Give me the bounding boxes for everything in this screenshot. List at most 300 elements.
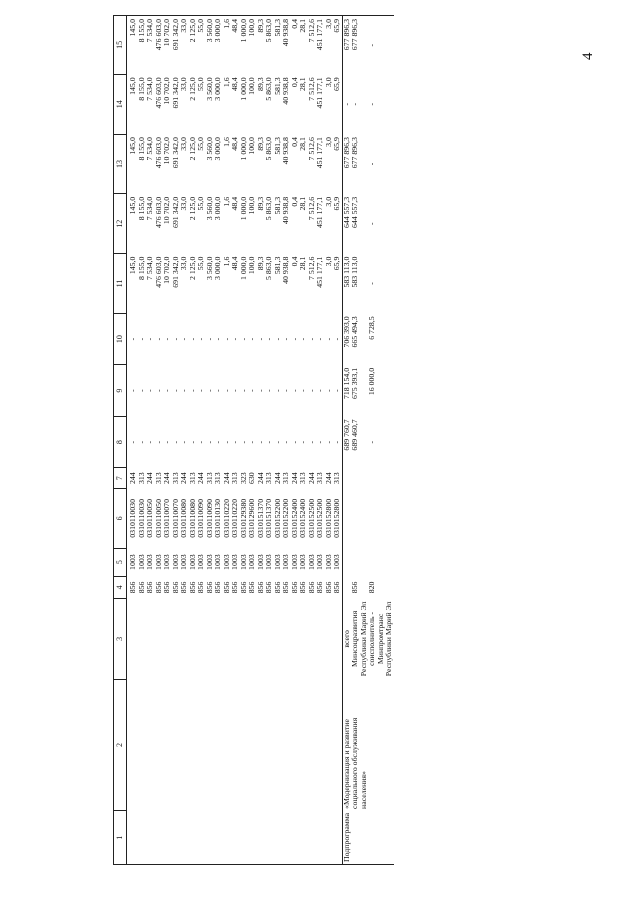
cell-c8: -: [255, 440, 265, 444]
cell-col1: [333, 811, 342, 865]
cell-c6: 0310110050: [145, 499, 154, 538]
cell-c6: 0310110220: [221, 499, 231, 538]
cell-col3: [189, 599, 198, 679]
cell-c8: -: [264, 440, 273, 444]
cell-c9: -: [281, 389, 290, 392]
coexecutor-c8: -: [367, 440, 376, 444]
cell-c9: -: [230, 389, 239, 392]
cell-c11: 581,3: [272, 256, 282, 275]
cell-c7: 313: [136, 472, 146, 485]
cell-col1: [206, 811, 215, 865]
cell-c6: 0310152400: [298, 498, 307, 538]
cell-col2: [291, 679, 300, 811]
ministry-c9: 675 393,1: [350, 367, 359, 400]
cell-c12: 1 000,0: [238, 196, 248, 221]
cell-c5: 1003: [306, 554, 316, 570]
cell-c14: 33,0: [179, 77, 188, 91]
budget-table: [113, 15, 394, 865]
cell-c15: 145,0: [127, 16, 138, 75]
cell-c15: 3 560,0: [206, 16, 215, 75]
cell-c10: -: [255, 337, 265, 341]
cell-c12: 5 863,0: [264, 196, 273, 221]
ministry-c8: 689 460,7: [350, 419, 359, 451]
cell-c13: 3,0: [323, 137, 333, 147]
cell-c4: 856: [196, 581, 205, 594]
cell-c15: 8 155,0: [138, 16, 147, 75]
cell-c13: 581,3: [272, 137, 282, 155]
cell-col1: [180, 811, 189, 865]
page-number: 4: [580, 52, 596, 60]
table-row: [333, 16, 342, 865]
table-body: [127, 16, 394, 865]
cell-c8: -: [247, 440, 256, 444]
cell-c11: 48,4: [230, 256, 239, 271]
coexecutor-c6: [368, 488, 394, 548]
cell-c15: 581,3: [274, 16, 283, 75]
cell-c13: 10 702,0: [162, 137, 171, 165]
cell-col2: [274, 679, 283, 811]
cell-c8: -: [145, 440, 154, 444]
cell-c13: 7 512,6: [306, 137, 316, 161]
cell-c7: 244: [272, 472, 282, 485]
cell-c13: 0,4: [289, 137, 299, 147]
cell-col1: [274, 811, 283, 865]
cell-c13: 8 155,0: [136, 137, 146, 161]
cell-col2: [223, 679, 232, 811]
coexecutor-c7: [368, 468, 394, 489]
cell-c14: 8 155,0: [136, 77, 146, 101]
cell-c14: 145,0: [128, 77, 137, 95]
cell-c9: -: [332, 389, 341, 392]
cell-col1: [127, 811, 138, 865]
cell-c10: -: [136, 337, 146, 341]
cell-c7: 630: [247, 472, 256, 485]
cell-c12: 55,0: [196, 196, 205, 211]
cell-col2: [265, 679, 274, 811]
total-c5: [342, 548, 351, 576]
cell-c5: 1003: [204, 554, 214, 570]
cell-c5: 1003: [128, 554, 137, 570]
ministry-c10: 665 494,3: [350, 316, 359, 348]
cell-c9: -: [306, 389, 316, 392]
cell-c10: -: [170, 337, 180, 341]
coexecutor-c13: -: [367, 162, 376, 166]
cell-c10: -: [153, 337, 163, 341]
cell-c9: -: [323, 389, 333, 392]
cell-c10: -: [264, 337, 273, 341]
cell-c8: -: [306, 440, 316, 444]
cell-c13: 145,0: [128, 137, 137, 155]
cell-c9: -: [153, 389, 163, 392]
cell-c11: 2 125,0: [187, 256, 197, 280]
ministry-c7: [351, 468, 368, 489]
cell-c15: 7 512,6: [308, 16, 317, 75]
cell-c8: -: [238, 440, 248, 444]
column-header-5: 5: [114, 548, 127, 576]
cell-c12: 0,4: [289, 196, 299, 207]
cell-c13: 1 000,0: [238, 137, 248, 161]
cell-c8: -: [230, 440, 239, 444]
cell-c13: 7 534,0: [145, 137, 154, 161]
cell-c8: -: [187, 440, 197, 444]
total-label: всего: [342, 599, 351, 679]
cell-c14: 1 000,0: [238, 77, 248, 101]
cell-c4: 856: [332, 581, 341, 594]
cell-c10: -: [230, 337, 239, 341]
cell-c5: 1003: [170, 554, 180, 570]
cell-c5: 1003: [298, 554, 307, 570]
cell-c8: -: [196, 440, 205, 444]
cell-col1: [316, 811, 325, 865]
cell-c11: 8 155,0: [136, 256, 146, 280]
cell-c13: 1,6: [221, 137, 231, 147]
cell-c10: -: [306, 337, 316, 341]
cell-c13: 28,1: [298, 137, 307, 151]
ministry-c13: 677 896,3: [350, 137, 359, 169]
cell-c13: 48,4: [230, 137, 239, 151]
cell-c9: -: [247, 389, 256, 392]
cell-c9: -: [162, 389, 171, 392]
cell-c15: 7 534,0: [146, 16, 155, 75]
cell-c4: 856: [213, 581, 222, 594]
cell-c5: 1003: [196, 554, 205, 570]
cell-c6: 0310152400: [289, 498, 299, 538]
cell-c4: 856: [128, 581, 137, 594]
cell-c4: 856: [136, 581, 146, 594]
ministry-c12: 644 557,3: [350, 196, 359, 229]
cell-col2: [240, 679, 249, 811]
cell-col3: [223, 599, 232, 679]
cell-col3: [197, 599, 206, 679]
cell-c12: 48,4: [230, 196, 239, 211]
cell-c10: -: [332, 337, 341, 341]
cell-c8: -: [162, 440, 171, 444]
cell-c5: 1003: [281, 554, 290, 570]
cell-c13: 3 560,0: [204, 137, 214, 161]
cell-c11: 40 938,8: [281, 256, 290, 284]
cell-c4: 856: [298, 581, 307, 594]
cell-c7: 244: [221, 472, 231, 485]
cell-c13: 40 938,8: [281, 137, 290, 165]
cell-c11: 55,0: [196, 256, 205, 271]
cell-c9: -: [187, 389, 197, 392]
cell-c13: 100,0: [247, 137, 256, 155]
cell-col3: [127, 599, 138, 679]
cell-c5: 1003: [255, 554, 265, 570]
cell-c10: -: [315, 337, 324, 341]
column-header-11: 11: [114, 254, 127, 314]
cell-c7: 244: [289, 472, 299, 485]
cell-c4: 856: [145, 581, 154, 594]
cell-c7: 244: [196, 472, 205, 485]
coexecutor-c14: -: [367, 102, 376, 106]
cell-col2: [189, 679, 198, 811]
cell-c14: 48,4: [230, 77, 239, 91]
coexecutor-c15: -: [368, 16, 394, 75]
cell-c11: 451 177,1: [315, 256, 324, 288]
cell-c6: 0310129380: [238, 498, 248, 538]
cell-c9: -: [128, 389, 137, 392]
cell-col2: [333, 679, 342, 811]
cell-c5: 1003: [289, 554, 299, 570]
cell-c5: 1003: [136, 554, 146, 570]
cell-c8: -: [298, 440, 307, 444]
cell-c15: 5 863,0: [265, 16, 274, 75]
cell-c5: 1003: [323, 554, 333, 570]
cell-c11: 28,1: [298, 256, 307, 271]
cell-c13: 476 603,0: [153, 137, 163, 169]
cell-col2: [308, 679, 317, 811]
cell-c12: 3,0: [323, 196, 333, 207]
cell-c4: 856: [315, 581, 324, 594]
cell-c13: 451 177,1: [315, 137, 324, 169]
cell-col1: [248, 811, 257, 865]
cell-c5: 1003: [187, 554, 197, 570]
rotated-page-content: [113, 15, 533, 865]
cell-c4: 856: [153, 581, 163, 594]
cell-c7: 244: [128, 472, 137, 485]
cell-c11: 33,0: [179, 256, 188, 271]
cell-c15: 0,4: [291, 16, 300, 75]
cell-c12: 476 603,0: [153, 196, 163, 229]
subprogram-label: Подпрограмма: [342, 811, 394, 865]
cell-c12: 451 177,1: [315, 196, 324, 229]
cell-c4: 856: [187, 581, 197, 594]
cell-c9: -: [315, 389, 324, 392]
cell-c4: 856: [255, 581, 265, 594]
cell-c5: 1003: [238, 554, 248, 570]
cell-col2: [325, 679, 334, 811]
cell-col3: [180, 599, 189, 679]
cell-c7: 313: [298, 472, 307, 485]
column-header-2: 2: [114, 679, 127, 811]
cell-c15: 1 000,0: [240, 16, 249, 75]
cell-c14: 89,3: [255, 77, 265, 91]
cell-c10: -: [289, 337, 299, 341]
cell-col3: [282, 599, 291, 679]
cell-col3: [172, 599, 181, 679]
cell-c14: 28,1: [298, 77, 307, 91]
cell-c10: -: [145, 337, 154, 341]
cell-col3: [316, 599, 325, 679]
total-c8: 689 760,7: [342, 416, 351, 468]
cell-c11: 7 534,0: [145, 256, 154, 280]
cell-c13: 691 342,0: [170, 137, 180, 169]
cell-col2: [206, 679, 215, 811]
cell-c12: 10 702,0: [162, 196, 171, 225]
table-row: [127, 16, 138, 865]
cell-c12: 8 155,0: [136, 196, 146, 221]
cell-c14: 10 702,0: [162, 77, 171, 105]
ministry-c11: 583 113,0: [350, 256, 359, 288]
coexecutor-c10: 6 728,5: [367, 316, 376, 340]
cell-c15: 451 177,1: [316, 16, 325, 75]
cell-col3: [163, 599, 172, 679]
cell-c8: -: [281, 440, 290, 444]
cell-c12: 3 000,0: [213, 196, 222, 221]
cell-c6: 0310129600: [247, 498, 256, 538]
total-c9: 718 154,0: [342, 365, 351, 417]
cell-c8: -: [179, 440, 188, 444]
cell-c10: -: [323, 337, 333, 341]
ministry-c15: 677 896,3: [351, 16, 368, 75]
column-header-4: 4: [114, 576, 127, 599]
cell-c15: 33,0: [180, 16, 189, 75]
cell-c6: 0310152500: [306, 498, 316, 538]
cell-c5: 1003: [153, 554, 163, 570]
cell-c9: -: [136, 389, 146, 392]
cell-c14: 7 512,6: [306, 77, 316, 101]
cell-col2: [138, 679, 147, 811]
coexecutor-c4: 820: [367, 581, 376, 594]
cell-c11: 5 863,0: [264, 256, 273, 280]
cell-col1: [189, 811, 198, 865]
cell-col3: [240, 599, 249, 679]
cell-c7: 244: [145, 472, 154, 485]
cell-col1: [223, 811, 232, 865]
cell-c7: 313: [281, 472, 290, 485]
cell-c14: 40 938,8: [281, 77, 290, 105]
cell-c5: 1003: [213, 554, 222, 570]
cell-c7: 244: [179, 472, 188, 485]
total-c13: 677 896,3: [342, 134, 351, 194]
cell-c7: 244: [306, 472, 316, 485]
cell-c9: -: [264, 389, 273, 392]
cell-c5: 1003: [179, 554, 188, 570]
coexecutor-c12: -: [367, 222, 376, 226]
cell-c6: 0310110070: [170, 499, 180, 538]
cell-c5: 1003: [230, 554, 239, 570]
cell-c6: 0310110030: [128, 499, 137, 538]
column-header-6: 6: [114, 488, 127, 548]
cell-col2: [214, 679, 223, 811]
cell-c6: 0310110090: [204, 499, 214, 538]
cell-c5: 1003: [145, 554, 154, 570]
cell-col3: [325, 599, 334, 679]
column-header-10: 10: [114, 313, 127, 365]
cell-c7: 313: [264, 472, 273, 485]
cell-c15: 691 342,0: [172, 16, 181, 75]
total-c6: [342, 488, 351, 548]
cell-col3: [333, 599, 342, 679]
cell-c13: 2 125,0: [187, 137, 197, 161]
cell-c11: 3 000,0: [213, 256, 222, 280]
cell-col1: [146, 811, 155, 865]
cell-c14: 5 863,0: [264, 77, 273, 101]
column-header-12: 12: [114, 194, 127, 254]
cell-c11: 65,9: [332, 256, 341, 271]
cell-col2: [248, 679, 257, 811]
cell-col1: [172, 811, 181, 865]
cell-c6: 0310152200: [281, 498, 290, 538]
column-header-14: 14: [114, 74, 127, 134]
column-number-header-row: [114, 16, 127, 865]
cell-col1: [214, 811, 223, 865]
cell-c15: 1,6: [223, 16, 232, 75]
cell-c7: 313: [153, 472, 163, 485]
cell-c12: 65,9: [332, 196, 341, 211]
cell-c14: 100,0: [247, 77, 256, 95]
cell-c7: 244: [323, 472, 333, 485]
cell-col2: [163, 679, 172, 811]
cell-col3: [299, 599, 308, 679]
total-c14: -: [342, 74, 351, 134]
ministry-c14: -: [350, 102, 359, 106]
cell-c8: -: [204, 440, 214, 444]
cell-c4: 856: [247, 581, 256, 594]
cell-c4: 856: [230, 581, 239, 594]
cell-c9: -: [272, 389, 282, 392]
cell-c11: 3 560,0: [204, 256, 214, 280]
total-c11: 583 113,0: [342, 254, 351, 314]
cell-c12: 145,0: [128, 196, 137, 215]
cell-col2: [316, 679, 325, 811]
cell-c6: 0310110130: [213, 499, 222, 538]
cell-col1: [291, 811, 300, 865]
cell-col1: [257, 811, 266, 865]
cell-c4: 856: [323, 581, 333, 594]
cell-col3: [146, 599, 155, 679]
cell-c4: 856: [170, 581, 180, 594]
cell-c6: 0310110030: [136, 499, 146, 538]
cell-c10: -: [213, 337, 222, 341]
cell-c15: 40 938,8: [282, 16, 291, 75]
cell-col3: [206, 599, 215, 679]
cell-c15: 55,0: [197, 16, 206, 75]
cell-c4: 856: [272, 581, 282, 594]
total-c7: [342, 468, 351, 489]
cell-c6: 0310110220: [230, 499, 239, 538]
cell-col1: [282, 811, 291, 865]
cell-col2: [172, 679, 181, 811]
cell-c6: 0310152800: [323, 498, 333, 538]
cell-col3: [138, 599, 147, 679]
cell-c8: -: [289, 440, 299, 444]
cell-col2: [146, 679, 155, 811]
column-header-8: 8: [114, 416, 127, 468]
cell-c9: -: [289, 389, 299, 392]
cell-c14: 55,0: [196, 77, 205, 91]
cell-c14: 2 125,0: [187, 77, 197, 101]
cell-c6: 0310152800: [332, 498, 341, 538]
coexecutor-c5: [368, 548, 394, 576]
cell-c12: 3 560,0: [204, 196, 214, 221]
cell-c4: 856: [289, 581, 299, 594]
cell-col3: [248, 599, 257, 679]
cell-c9: -: [255, 389, 265, 392]
cell-c11: 10 702,0: [162, 256, 171, 284]
cell-c15: 100,0: [248, 16, 257, 75]
cell-col2: [127, 679, 138, 811]
cell-col3: [231, 599, 240, 679]
cell-c6: 0310151370: [264, 498, 273, 538]
cell-c14: 1,6: [221, 77, 231, 88]
cell-c14: 691 342,0: [170, 77, 180, 109]
cell-col1: [325, 811, 334, 865]
cell-c10: -: [204, 337, 214, 341]
column-header-7: 7: [114, 468, 127, 489]
cell-c15: 476 603,0: [155, 16, 164, 75]
cell-c15: 65,9: [333, 16, 342, 75]
cell-c14: 451 177,1: [315, 77, 324, 109]
cell-c15: 3,0: [325, 16, 334, 75]
cell-c13: 89,3: [255, 137, 265, 151]
cell-col2: [180, 679, 189, 811]
cell-col1: [138, 811, 147, 865]
cell-col1: [299, 811, 308, 865]
cell-c10: -: [162, 337, 171, 341]
cell-c4: 856: [179, 581, 188, 594]
